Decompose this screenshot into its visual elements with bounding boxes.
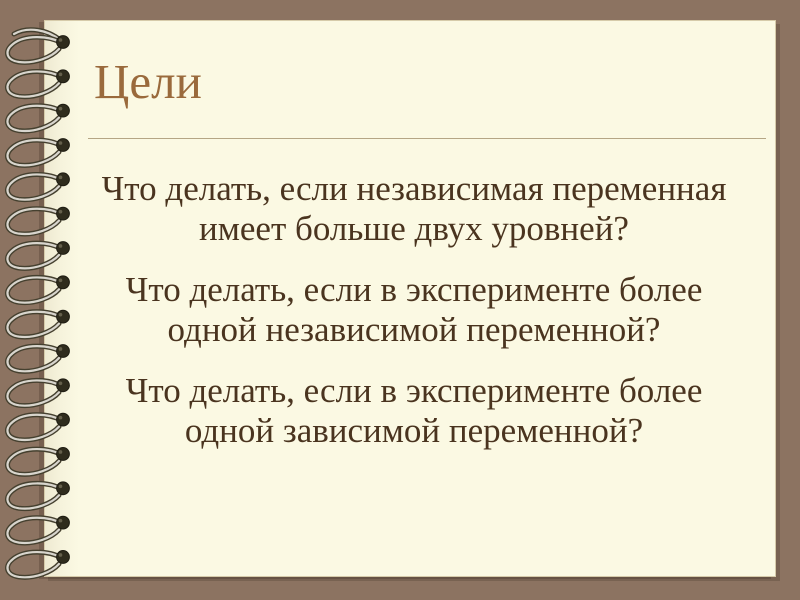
paragraph-2: Что делать, если в эксперименте более одной независимой переменной? — [125, 270, 703, 349]
paragraph-3: Что делать, если в эксперименте более одной зависимой переменной? — [125, 371, 703, 450]
paragraph-1: Что делать, если независимая переменная имеет больше двух уровней? — [101, 169, 727, 248]
slide-body — [58, 169, 770, 451]
slide-content — [58, 20, 770, 472]
slide-title: Цели — [94, 54, 202, 109]
title-divider — [88, 138, 766, 139]
